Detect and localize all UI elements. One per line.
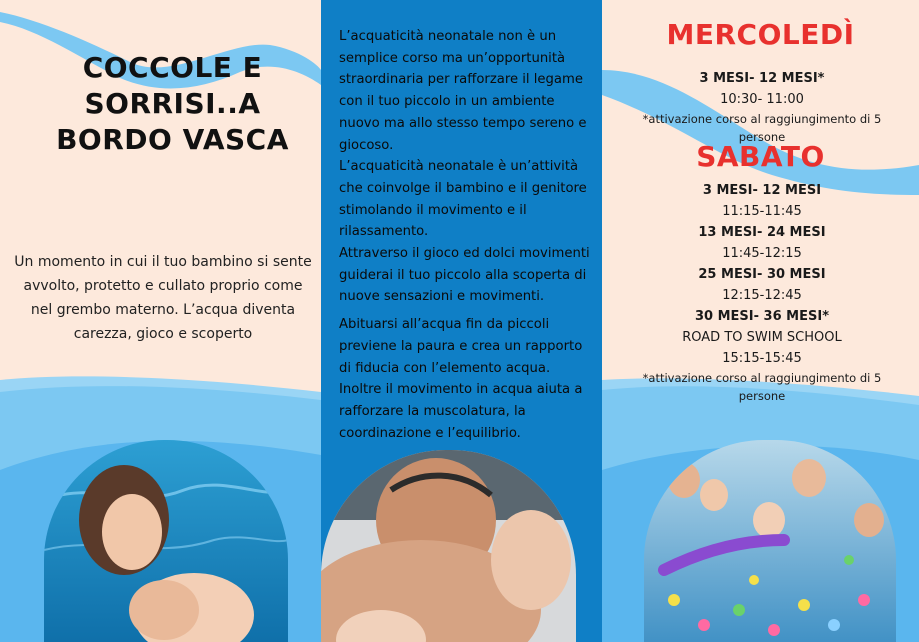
text-line: con il tuo piccolo in un ambiente [339, 94, 555, 110]
age-range: 13 MESI- 24 MESI [698, 225, 826, 240]
text-line: rafforzare la muscolatura, la [339, 403, 526, 419]
age-range: 30 MESI- 36 MESI* [695, 309, 829, 324]
text-line: coordinazione e l’equilibrio. [339, 425, 521, 441]
time-slot: 12:15-12:45 [722, 288, 802, 303]
saturday-heading: SABATO [696, 140, 825, 173]
left-panel [0, 0, 321, 642]
wednesday-heading: MERCOLEDÌ [666, 18, 855, 51]
wednesday-schedule [612, 68, 912, 146]
text-line: L’acquaticità neonatale non è un [339, 29, 557, 44]
title-line: COCCOLE E [82, 51, 263, 84]
program-label: ROAD TO SWIM SCHOOL [682, 330, 842, 345]
activation-note: *attivazione corso al raggiungimento di 5 [642, 112, 882, 126]
time-slot: 11:15-11:45 [722, 204, 802, 219]
text-line: Un momento in cui il tuo bambino si sente [14, 254, 312, 270]
text-line: nel grembo materno. L’acqua diventa [30, 302, 296, 318]
text-line: guiderai il tuo piccolo alla scoperta di [339, 267, 587, 283]
text-line: nuove sensazioni e movimenti. [339, 289, 545, 305]
intro-text [8, 250, 318, 346]
age-range: 3 MESI- 12 MESI* [699, 71, 825, 86]
description-text [339, 26, 597, 444]
text-line: nuovo ma allo stesso tempo sereno e [339, 115, 587, 131]
time-slot: 10:30- 11:00 [720, 92, 804, 107]
text-line: straordinaria per rafforzare il legame [339, 72, 583, 88]
text-line: Inoltre il movimento in acqua aiuta a [339, 382, 583, 398]
age-range: 25 MESI- 30 MESI [698, 267, 826, 282]
brochure-title [30, 50, 315, 158]
saturday-schedule [612, 180, 912, 405]
title-line: SORRISI..A [84, 87, 261, 120]
text-line: che coinvolge il bambino e il genitore [339, 180, 587, 196]
text-line: avvolto, protetto e cullato proprio come [23, 278, 303, 294]
activation-note: persone [738, 130, 786, 144]
age-range: 3 MESI- 12 MESI [702, 183, 822, 198]
time-slot: 11:45-12:15 [722, 246, 802, 261]
title-line: BORDO VASCA [56, 123, 289, 156]
text-line: Attraverso il gioco ed dolci movimenti [339, 246, 590, 262]
text-line: Abituarsi all’acqua fin da piccoli [339, 317, 550, 333]
text-line: rilassamento. [339, 224, 429, 240]
text-line: previene la paura e crea un rapporto [339, 338, 583, 354]
text-line: L’acquaticità neonatale è un’attività [339, 159, 579, 175]
text-line: stimolando il movimento e il [339, 202, 527, 218]
text-line: giocoso. [339, 137, 394, 153]
text-line: carezza, gioco e scoperto [73, 326, 253, 342]
text-line: di fiducia con l’elemento acqua. [339, 360, 551, 376]
time-slot: 15:15-15:45 [722, 351, 802, 366]
activation-note: persone [738, 389, 786, 403]
activation-note: *attivazione corso al raggiungimento di 5 [642, 371, 882, 385]
text-line: semplice corso ma un’opportunità [339, 50, 566, 66]
